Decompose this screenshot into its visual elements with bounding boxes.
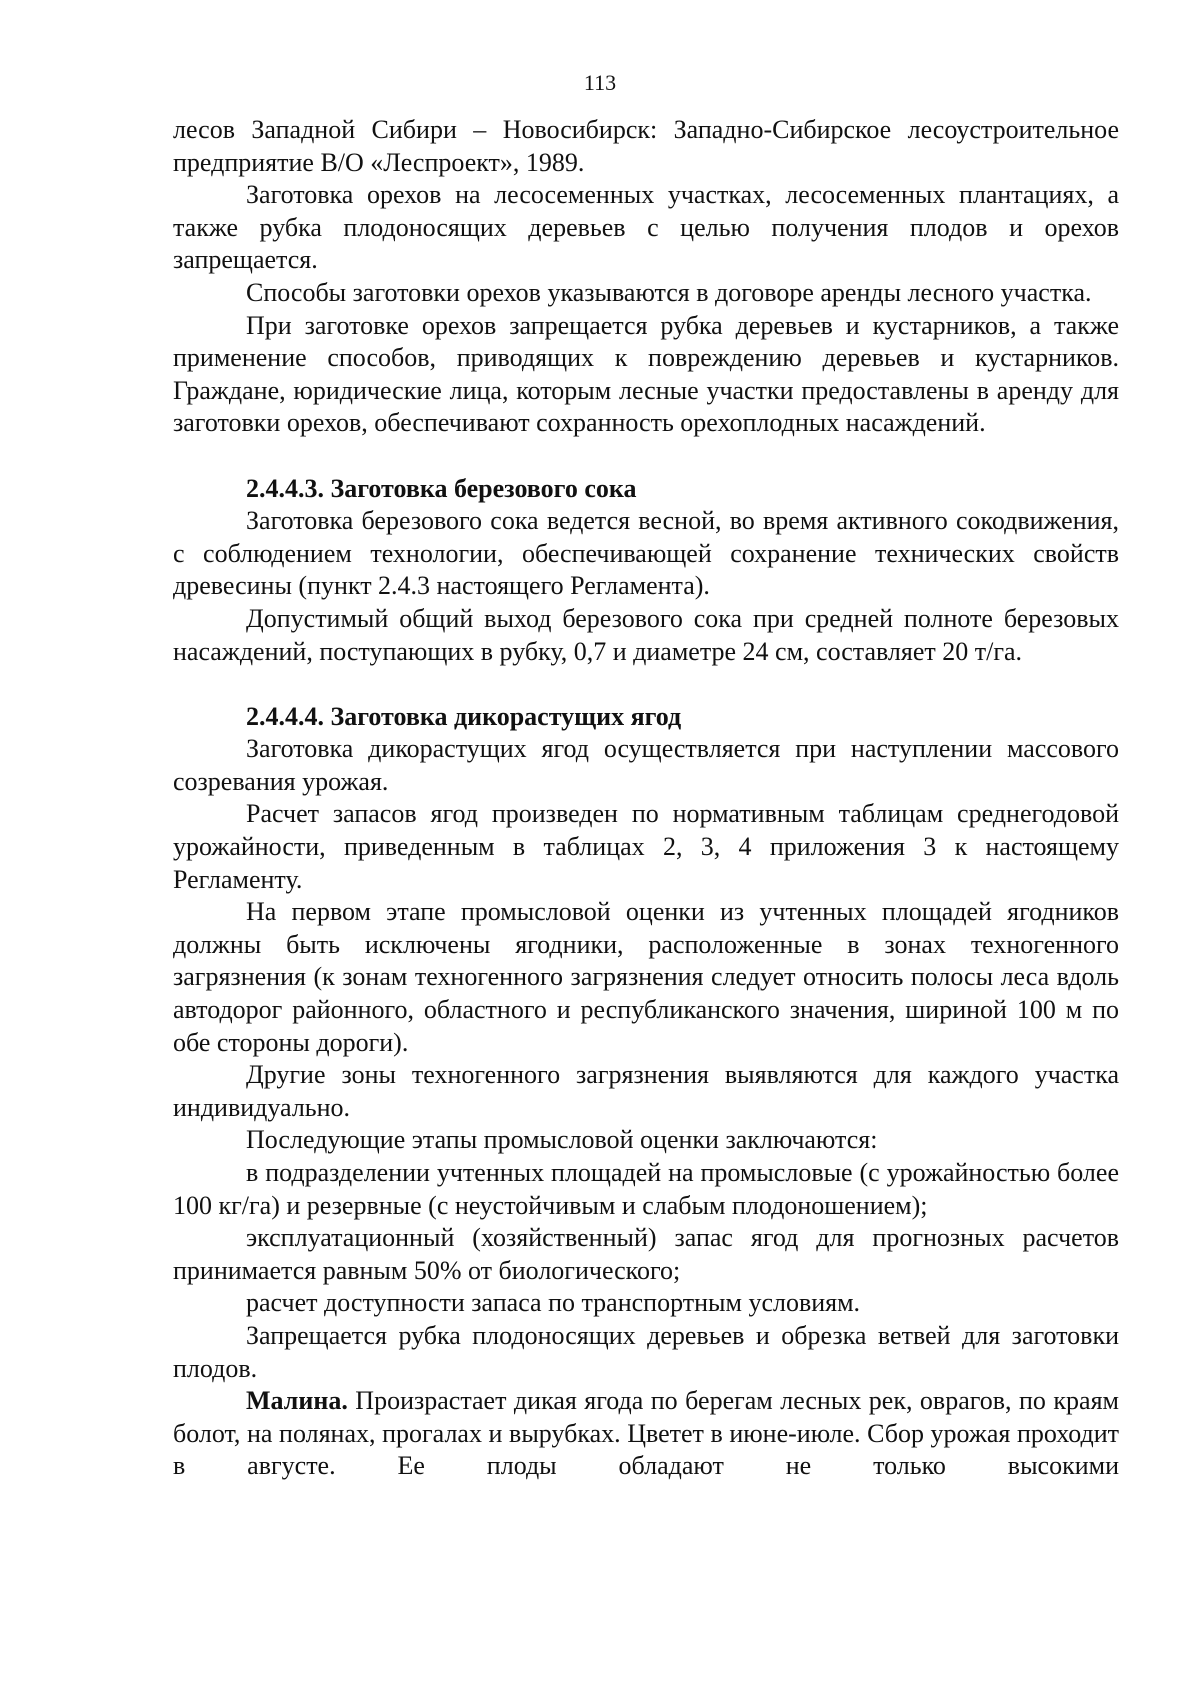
berries-paragraph-1: Заготовка дикорастущих ягод осуществляется при наступлении массового созревания урожая. (173, 734, 1119, 796)
berries-paragraph-9: Запрещается рубка плодоносящих деревьев и обрезка ветвей для заготовки плодов. (173, 1320, 1119, 1383)
berries-paragraph-4: Другие зоны техногенного загрязнения выявляются для каждого участка индивидуально. (173, 1060, 1119, 1122)
birch-sap-paragraph-1: Заготовка березового сока ведется весной, во время активного сокодвижения, с соблюдением технологии, обеспечивающей сохранение технических свойств древесины (пункт 2.4.3 настоящего Регламента). (173, 506, 1119, 601)
berries-paragraph-3: На первом этапе промысловой оценки из учтенных площадей ягодников должны быть исключены ягодники, расположенные в зонах техногенного загрязнения (к зонам техногенного загрязнения следует относить полосы леса вдоль автодорог районного, областного и республиканского значения, шириной 100 м по обе стороны дороги). (173, 897, 1119, 1057)
citation-tail-paragraph: лесов Западной Сибири – Новосибирск: Западно-Сибирское лесоустроительное предприятие В/О «Леспроект», 1989. (173, 115, 1119, 177)
nuts-prohibition-paragraph: Заготовка орехов на лесосеменных участках, лесосеменных плантациях, а также рубка плодоносящих деревьев с целью получения плодов и орехов запрещается. (173, 180, 1119, 275)
birch-sap-paragraph-2: Допустимый общий выход березового сока при средней полноте березовых насаждений, поступающих в рубку, 0,7 и диаметре 24 см, составляет 20 т/га. (173, 603, 1119, 666)
section-heading-wild-berries: 2.4.4.4. Заготовка дикорастущих ягод (246, 701, 682, 731)
section-heading-birch-sap: 2.4.4.3. Заготовка березового сока (246, 473, 637, 503)
page-number: 113 (583, 70, 617, 95)
raspberry-text: Произрастает дикая ягода по берегам лесных рек, оврагов, по краям болот, на полянах, прогалах и вырубках. Цветет в июне-июле. Сбор урожая проходит в августе. Ее плоды обладают не только высокими (173, 1386, 1119, 1481)
berries-paragraph-2: Расчет запасов ягод произведен по нормативным таблицам среднегодовой урожайности, приведенным в таблицах 2, 3, 4 приложения 3 к настоящему Регламенту. (173, 799, 1119, 894)
berries-paragraph-7: эксплуатационный (хозяйственный) запас ягод для прогнозных расчетов принимается равным 50% от биологического; (173, 1223, 1119, 1285)
berries-paragraph-8: расчет доступности запаса по транспортным условиям. (246, 1288, 861, 1318)
raspberry-paragraph (173, 1385, 1119, 1483)
nuts-protection-paragraph: При заготовке орехов запрещается рубка деревьев и кустарников, а также применение способов, приводящих к повреждению деревьев и кустарников. Граждане, юридические лица, которым лесные участки предоставлены в аренду для заготовки орехов, обеспечивают сохранность орехоплодных насаждений. (173, 310, 1119, 438)
nuts-methods-paragraph: Способы заготовки орехов указываются в договоре аренды лесного участка. (246, 277, 1092, 307)
berries-paragraph-6: в подразделении учтенных площадей на промысловые (с урожайностью более 100 кг/га) и резервные (с неустойчивым и слабым плодоношением); (173, 1158, 1119, 1220)
raspberry-label: Малина. (246, 1386, 348, 1416)
page-body (173, 114, 1119, 1483)
berries-paragraph-5: Последующие этапы промысловой оценки заключаются: (246, 1125, 878, 1155)
